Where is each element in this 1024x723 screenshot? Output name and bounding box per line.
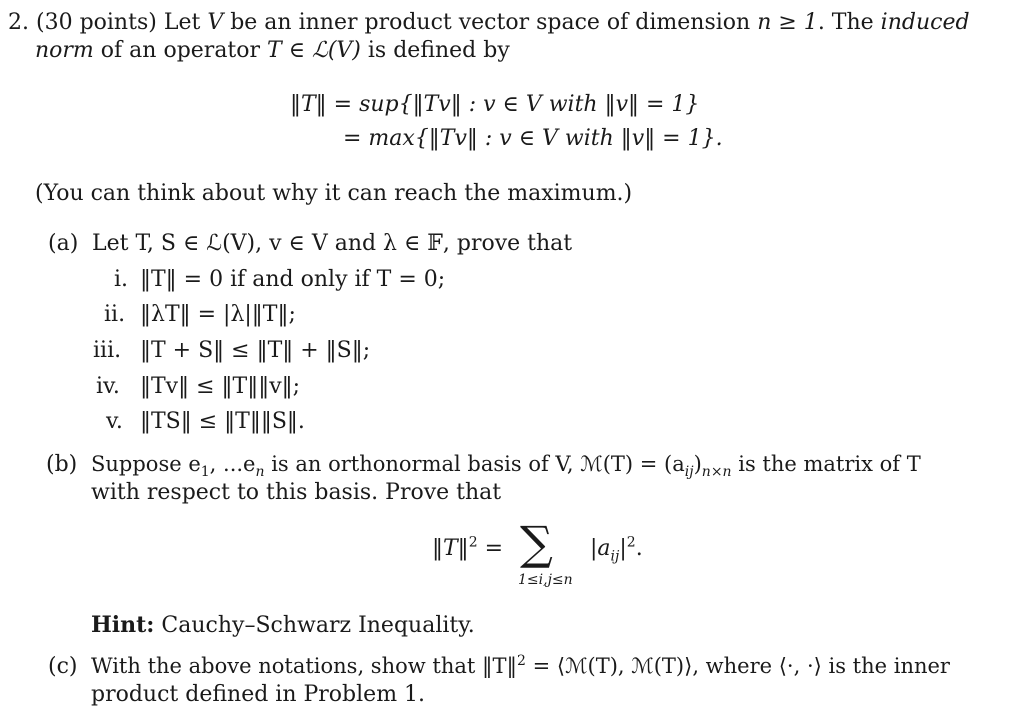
part-c-line1	[91, 654, 950, 679]
symbol-T-in-LV: T ∈ ℒ(V)	[267, 38, 361, 63]
superscript: 2	[517, 653, 526, 669]
hint-line	[91, 612, 475, 639]
intro-text: be an inner product vector space of dimension	[230, 10, 751, 35]
part-a-item-text: ‖TS‖ ≤ ‖T‖‖S‖.	[140, 409, 305, 434]
equation-lhs	[432, 536, 503, 562]
text: is the matrix of T	[738, 452, 921, 476]
summation-limit: 1≤i,j≤n	[518, 572, 573, 588]
part-c-label: (c)	[48, 654, 78, 679]
part-a-item-text: ‖Tv‖ ≤ ‖T‖‖v‖;	[140, 374, 301, 399]
summation-symbol: ∑	[520, 516, 553, 570]
part-b-line2: with respect to this basis. Prove that	[91, 480, 502, 505]
subscript: n×n	[701, 464, 732, 481]
intro-text: Let	[163, 10, 201, 35]
text: With the above notations, show that ‖T‖	[91, 654, 517, 678]
term-norm: norm	[35, 38, 94, 63]
problem-intro-line1	[8, 10, 970, 36]
subscript: ij	[684, 464, 694, 481]
equation-rhs	[590, 534, 643, 565]
term-induced: induced	[880, 10, 970, 35]
text: Suppose e	[91, 452, 201, 476]
subscript: ij	[610, 548, 620, 565]
remark-text: (You can think about why it can reach the maximum.)	[35, 181, 633, 206]
part-c-line2: product defined in Problem 1.	[91, 682, 426, 707]
text: = ⟨ℳ(T), ℳ(T)⟩, where ⟨·, ·⟩ is the inner	[532, 654, 950, 678]
part-b-label: (b)	[46, 452, 78, 477]
part-a-item-label: v.	[106, 409, 123, 434]
part-b-line1	[91, 452, 921, 481]
abs-bar: |	[619, 536, 627, 561]
part-a-text: Let T, S ∈ ℒ(V), v ∈ V and λ ∈ 𝔽, prove that	[92, 231, 573, 256]
subscript: 1	[200, 464, 210, 481]
superscript: 2	[468, 534, 478, 551]
part-a-item-text: ‖T‖ = 0 if and only if T = 0;	[140, 267, 446, 292]
problem-number: 2.	[8, 10, 29, 35]
text: )	[693, 452, 702, 476]
symbol-V: V	[207, 10, 224, 35]
part-a-item-text: ‖T + S‖ ≤ ‖T‖ + ‖S‖;	[140, 338, 371, 363]
superscript: 2	[626, 534, 636, 551]
problem-intro-line2	[35, 38, 510, 64]
part-a-item-text: ‖λT‖ = |λ|‖T‖;	[140, 302, 296, 327]
part-a-label: (a)	[48, 231, 79, 256]
definition-line1: ‖T‖ = sup{‖Tv‖ : v ∈ V with ‖v‖ = 1}	[290, 92, 700, 117]
intro-text: . The	[817, 10, 874, 35]
problem-points: (30 points)	[36, 10, 157, 35]
symbol-n-geq-1: n ≥ 1	[757, 10, 818, 35]
hint-label: Hint:	[91, 612, 155, 638]
part-a-item-label: ii.	[104, 302, 126, 327]
equals-sign: =	[484, 536, 504, 561]
text: , ...e	[209, 452, 256, 476]
text: is an orthonormal basis of V, ℳ(T) = (a	[271, 452, 685, 476]
norm-T: ‖T‖	[432, 536, 469, 561]
a-entry: |a	[590, 536, 611, 561]
intro-text: is defined by	[367, 38, 510, 63]
part-a-item-label: i.	[114, 267, 129, 292]
period: .	[635, 536, 643, 561]
hint-text: Cauchy–Schwarz Inequality.	[161, 613, 475, 638]
part-a-item-label: iii.	[93, 338, 122, 363]
intro-text: of an operator	[100, 38, 261, 63]
definition-line2: = max{‖Tv‖ : v ∈ V with ‖v‖ = 1}.	[343, 126, 723, 151]
part-a-item-label: iv.	[96, 374, 120, 399]
subscript: n	[255, 464, 265, 481]
